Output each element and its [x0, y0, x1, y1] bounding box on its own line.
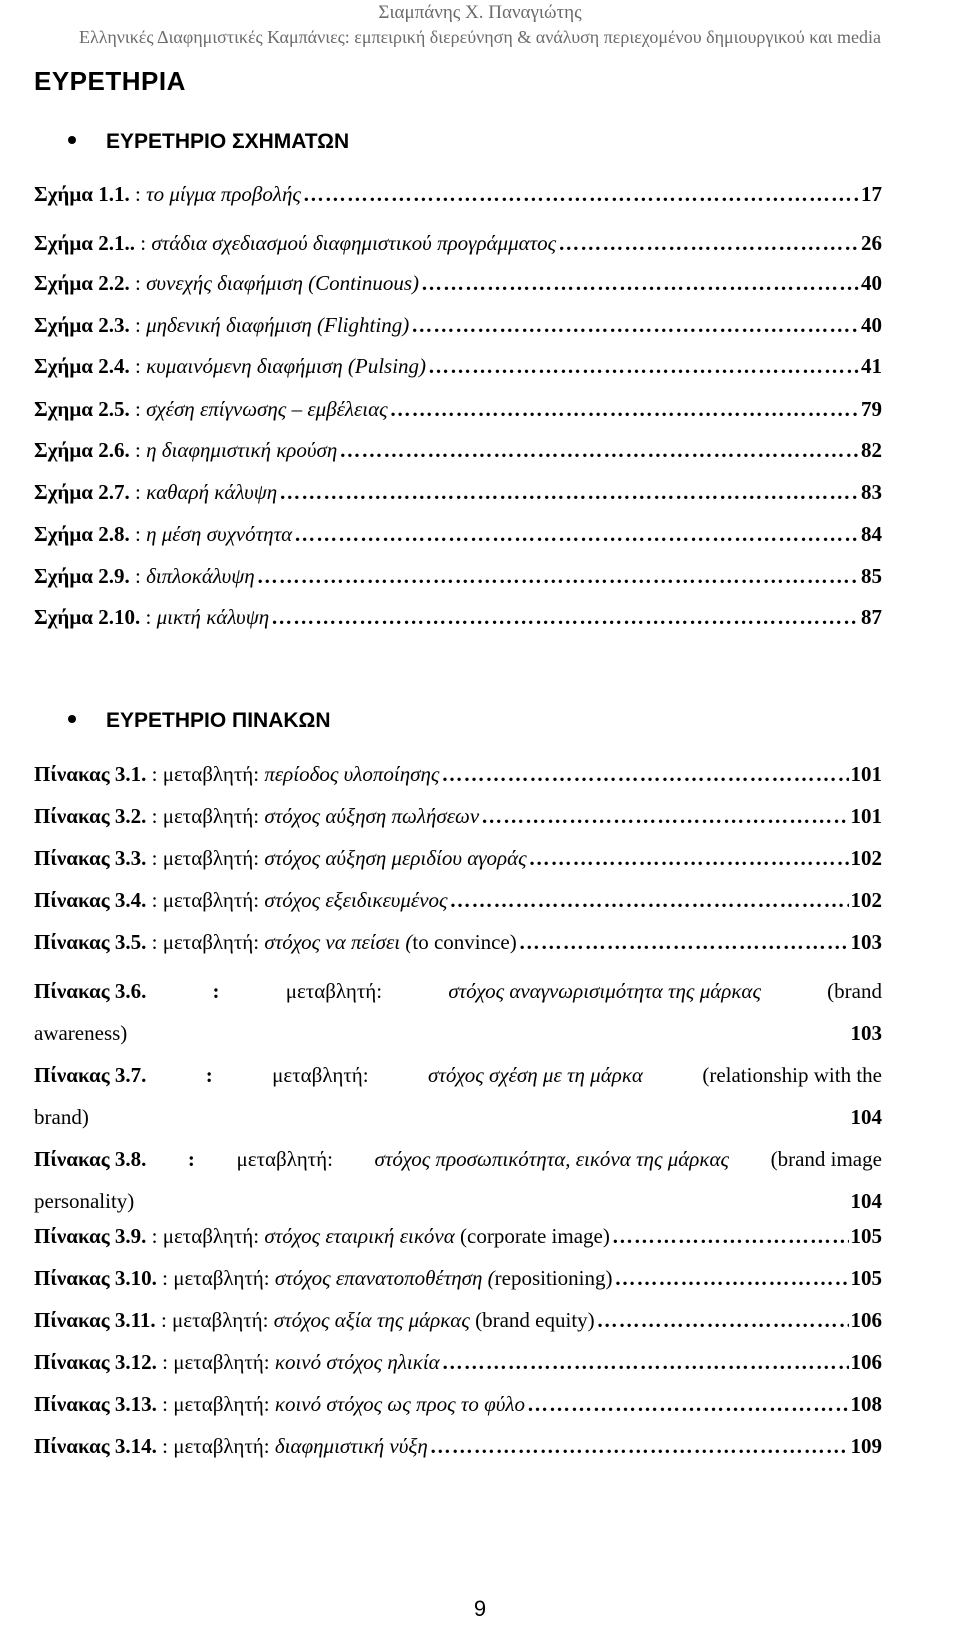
separator: :: [129, 480, 147, 504]
separator: :: [146, 804, 163, 828]
dot-leader: [597, 1306, 849, 1334]
table-label: Πίνακας 3.6.: [34, 979, 147, 1003]
figure-entry: [34, 520, 882, 548]
table-caption-suffix: (brand: [827, 979, 882, 1003]
table-caption-suffix: (corporate image): [460, 1224, 610, 1248]
table-caption: κοινό στόχος ως προς το φύλο: [274, 1392, 525, 1416]
figure-entry: [34, 562, 882, 590]
table-caption: στόχος σχέση με τη μάρκα: [428, 1063, 643, 1087]
figure-entry: [34, 603, 882, 631]
table-caption-suffix: (brand equity): [475, 1308, 595, 1332]
table-caption: στόχος επανατοποθέτηση (: [274, 1266, 495, 1290]
table-entry-wrapped: [34, 1054, 882, 1138]
dot-leader: [481, 802, 848, 830]
table-page: 103: [850, 1021, 882, 1045]
table-entry: [34, 1264, 882, 1292]
table-label: Πίνακας 3.5.: [34, 930, 147, 954]
figure-caption: καθαρή κάλυψη: [146, 480, 278, 504]
table-entry: [34, 928, 882, 956]
separator: :: [146, 762, 163, 786]
figure-label: Σχήμα 2.9.: [34, 564, 130, 588]
table-page: 101: [850, 762, 882, 786]
table-entry-wrapped: [34, 1138, 882, 1222]
dot-leader: [450, 886, 849, 914]
table-caption-suffix: (relationship with the: [702, 1063, 882, 1087]
separator: :: [129, 522, 147, 546]
figure-label: Σχήμα 2.7.: [34, 480, 130, 504]
figure-page: 83: [861, 480, 882, 504]
table-label: Πίνακας 3.2.: [34, 804, 147, 828]
table-page: 104: [850, 1105, 882, 1129]
table-label: Πίνακας 3.11.: [34, 1308, 156, 1332]
table-label: Πίνακας 3.4.: [34, 888, 147, 912]
separator: :: [129, 182, 147, 206]
page-number: 9: [473, 1596, 487, 1621]
separator: :: [187, 1147, 195, 1171]
wrapped-line-2: [34, 1096, 882, 1138]
table-caption: στόχος αναγνωρισιμότητα της μάρκας: [448, 979, 761, 1003]
wrapped-line-2: [34, 1180, 882, 1222]
figure-entry: [34, 352, 882, 380]
figure-page: 79: [861, 397, 882, 421]
table-page: 108: [850, 1392, 882, 1416]
figure-label: Σχήμα 2.8.: [34, 522, 130, 546]
table-prefix: μεταβλητή:: [162, 888, 260, 912]
table-caption: στόχος να πείσει (: [264, 930, 413, 954]
table-caption: στόχος εξειδικευμένος: [264, 888, 448, 912]
separator: :: [156, 1392, 174, 1416]
dot-leader: [294, 520, 859, 548]
table-entry: [34, 1222, 882, 1250]
separator: :: [146, 846, 163, 870]
figure-entry: [34, 269, 882, 297]
figure-label: Σχήμα 2.6.: [34, 438, 130, 462]
header-thesis-title: Ελληνικές Διαφημιστικές Καμπάνιες: εμπειρική διερεύνηση & ανάλυση περιεχομένου δημιουργικού και media: [79, 27, 881, 47]
dot-leader: [339, 436, 859, 464]
separator: :: [146, 930, 163, 954]
separator: :: [129, 564, 147, 588]
header-author: Σιαμπάνης Χ. Παναγιώτης: [378, 2, 582, 23]
table-caption: στόχος εταιρική εικόνα: [264, 1224, 455, 1248]
table-prefix: μεταβλητή:: [236, 1147, 333, 1171]
dot-leader: [519, 928, 849, 956]
separator: :: [156, 1434, 174, 1458]
separator: :: [134, 231, 152, 255]
table-page: 109: [850, 1434, 882, 1458]
figure-page: 41: [861, 354, 882, 378]
table-entry: [34, 886, 882, 914]
wrapped-line-2: [34, 1012, 882, 1054]
dot-leader: [279, 478, 859, 506]
table-caption-cont: personality): [34, 1189, 135, 1213]
separator: :: [155, 1308, 173, 1332]
table-prefix: μεταβλητή:: [162, 846, 260, 870]
separator: :: [129, 397, 147, 421]
table-caption-suffix: to convince): [412, 930, 517, 954]
dot-leader: [428, 352, 859, 380]
dot-leader: [558, 229, 859, 257]
figure-caption: σχέση επίγνωσης – εμβέλειας: [146, 397, 388, 421]
table-prefix: μεταβλητή:: [173, 1266, 270, 1290]
table-prefix: μεταβλητή:: [272, 1063, 369, 1087]
table-prefix: μεταβλητή:: [162, 930, 260, 954]
table-entry: [34, 1306, 882, 1334]
table-label: Πίνακας 3.14.: [34, 1434, 157, 1458]
table-page: 106: [850, 1308, 882, 1332]
figure-page: 17: [861, 182, 882, 206]
page-title: ΕΥΡΕΤΗΡΙΑ: [34, 66, 186, 96]
figure-page: 87: [861, 605, 882, 629]
tables-section-heading: ΕΥΡΕΤΗΡΙΟ ΠΙΝΑΚΩΝ: [68, 709, 331, 733]
wrapped-line-1: [34, 1138, 882, 1180]
figure-entry: [34, 478, 882, 506]
figure-label: Σχήμα 2.10.: [34, 605, 141, 629]
dot-leader: [529, 844, 849, 872]
figure-caption: η μέση συχνότητα: [146, 522, 293, 546]
dot-leader: [411, 311, 859, 339]
figure-caption: μηδενική διαφήμιση (Flighting): [146, 313, 410, 337]
figure-caption: το μίγμα προβολής: [146, 182, 301, 206]
dot-leader: [612, 1222, 849, 1250]
figure-label: Σχημα 2.5.: [34, 397, 130, 421]
table-caption: διαφημιστική νύξη: [274, 1434, 428, 1458]
separator: :: [129, 313, 147, 337]
table-prefix: μεταβλητή:: [172, 1308, 269, 1332]
table-page: 105: [850, 1224, 882, 1248]
dot-leader: [390, 395, 859, 423]
table-entry: [34, 1390, 882, 1418]
table-label: Πίνακας 3.9.: [34, 1224, 147, 1248]
figures-section-heading: ΕΥΡΕΤΗΡΙΟ ΣΧΗΜΑΤΩΝ: [68, 130, 349, 154]
separator: :: [146, 1224, 163, 1248]
separator: :: [140, 605, 157, 629]
dot-leader: [527, 1390, 849, 1418]
table-page: 102: [850, 846, 882, 870]
wrapped-line-1: [34, 1054, 882, 1096]
table-label: Πίνακας 3.13.: [34, 1392, 157, 1416]
table-label: Πίνακας 3.12.: [34, 1350, 157, 1374]
figure-caption: η διαφημιστική κρούση: [146, 438, 338, 462]
table-caption-suffix: (brand image: [770, 1147, 882, 1171]
figure-entry: [34, 395, 882, 423]
dot-leader: [441, 760, 848, 788]
dot-leader: [303, 180, 859, 208]
figure-page: 26: [861, 231, 882, 255]
table-label: Πίνακας 3.3.: [34, 846, 147, 870]
figure-label: Σχήμα 2.2.: [34, 271, 130, 295]
separator: :: [129, 354, 147, 378]
separator: :: [212, 979, 220, 1003]
dot-leader: [614, 1264, 848, 1292]
table-caption-cont: brand): [34, 1105, 89, 1129]
table-page: 104: [850, 1189, 882, 1213]
separator: :: [129, 271, 147, 295]
table-prefix: μεταβλητή:: [173, 1392, 270, 1416]
dot-leader: [257, 562, 859, 590]
figure-entry: [34, 311, 882, 339]
separator: :: [205, 1063, 213, 1087]
table-entry: [34, 1432, 882, 1460]
table-page: 105: [850, 1266, 882, 1290]
table-caption: στόχος αύξηση μεριδίου αγοράς: [264, 846, 527, 870]
figure-label: Σχήμα 1.1.: [34, 182, 130, 206]
figure-entry: [34, 229, 882, 257]
figure-page: 40: [861, 271, 882, 295]
figure-page: 40: [861, 313, 882, 337]
figure-page: 84: [861, 522, 882, 546]
table-entry: [34, 1348, 882, 1376]
dot-leader: [442, 1348, 849, 1376]
table-entry-wrapped: [34, 970, 882, 1054]
bullet-icon: [68, 136, 76, 144]
table-caption-suffix: repositioning): [494, 1266, 613, 1290]
table-caption-cont: awareness): [34, 1021, 128, 1045]
table-prefix: μεταβλητή:: [173, 1434, 270, 1458]
table-page: 103: [850, 930, 882, 954]
dot-leader: [421, 269, 859, 297]
dot-leader: [271, 603, 859, 631]
figure-caption: συνεχής διαφήμιση (Continuous): [146, 271, 419, 295]
separator: :: [129, 438, 147, 462]
figure-label: Σχήμα 2.3.: [34, 313, 130, 337]
table-label: Πίνακας 3.7.: [34, 1063, 147, 1087]
figure-caption: στάδια σχεδιασμού διαφημιστικού προγράμματος: [151, 231, 557, 255]
table-page: 101: [850, 804, 882, 828]
table-caption: κοινό στόχος ηλικία: [274, 1350, 440, 1374]
table-entry: [34, 760, 882, 788]
table-caption: στόχος αύξηση πωλήσεων: [264, 804, 480, 828]
table-caption: στόχος αξία της μάρκας: [273, 1308, 470, 1332]
separator: :: [156, 1266, 174, 1290]
table-entry: [34, 802, 882, 830]
figure-label: Σχήμα 2.4.: [34, 354, 130, 378]
table-label: Πίνακας 3.10.: [34, 1266, 157, 1290]
table-prefix: μεταβλητή:: [162, 1224, 260, 1248]
table-prefix: μεταβλητή:: [285, 979, 383, 1003]
table-prefix: μεταβλητή:: [162, 804, 260, 828]
figure-entry: [34, 436, 882, 464]
table-label: Πίνακας 3.8.: [34, 1147, 147, 1171]
figure-page: 85: [861, 564, 882, 588]
figure-caption: μικτή κάλυψη: [156, 605, 270, 629]
figure-caption: διπλοκάλυψη: [146, 564, 255, 588]
table-prefix: μεταβλητή:: [162, 762, 260, 786]
figure-label: Σχήμα 2.1..: [34, 231, 135, 255]
separator: :: [156, 1350, 174, 1374]
table-caption: στόχος προσωπικότητα, εικόνα της μάρκας: [374, 1147, 729, 1171]
figure-entry: [34, 180, 882, 208]
dot-leader: [430, 1432, 849, 1460]
figure-page: 82: [861, 438, 882, 462]
figure-caption: κυμαινόμενη διαφήμιση (Pulsing): [146, 354, 427, 378]
table-page: 102: [850, 888, 882, 912]
table-prefix: μεταβλητή:: [173, 1350, 270, 1374]
separator: :: [146, 888, 163, 912]
table-caption: περίοδος υλοποίησης: [264, 762, 440, 786]
table-page: 106: [850, 1350, 882, 1374]
table-label: Πίνακας 3.1.: [34, 762, 147, 786]
wrapped-line-1: [34, 970, 882, 1012]
table-entry: [34, 844, 882, 872]
bullet-icon: [68, 715, 76, 723]
